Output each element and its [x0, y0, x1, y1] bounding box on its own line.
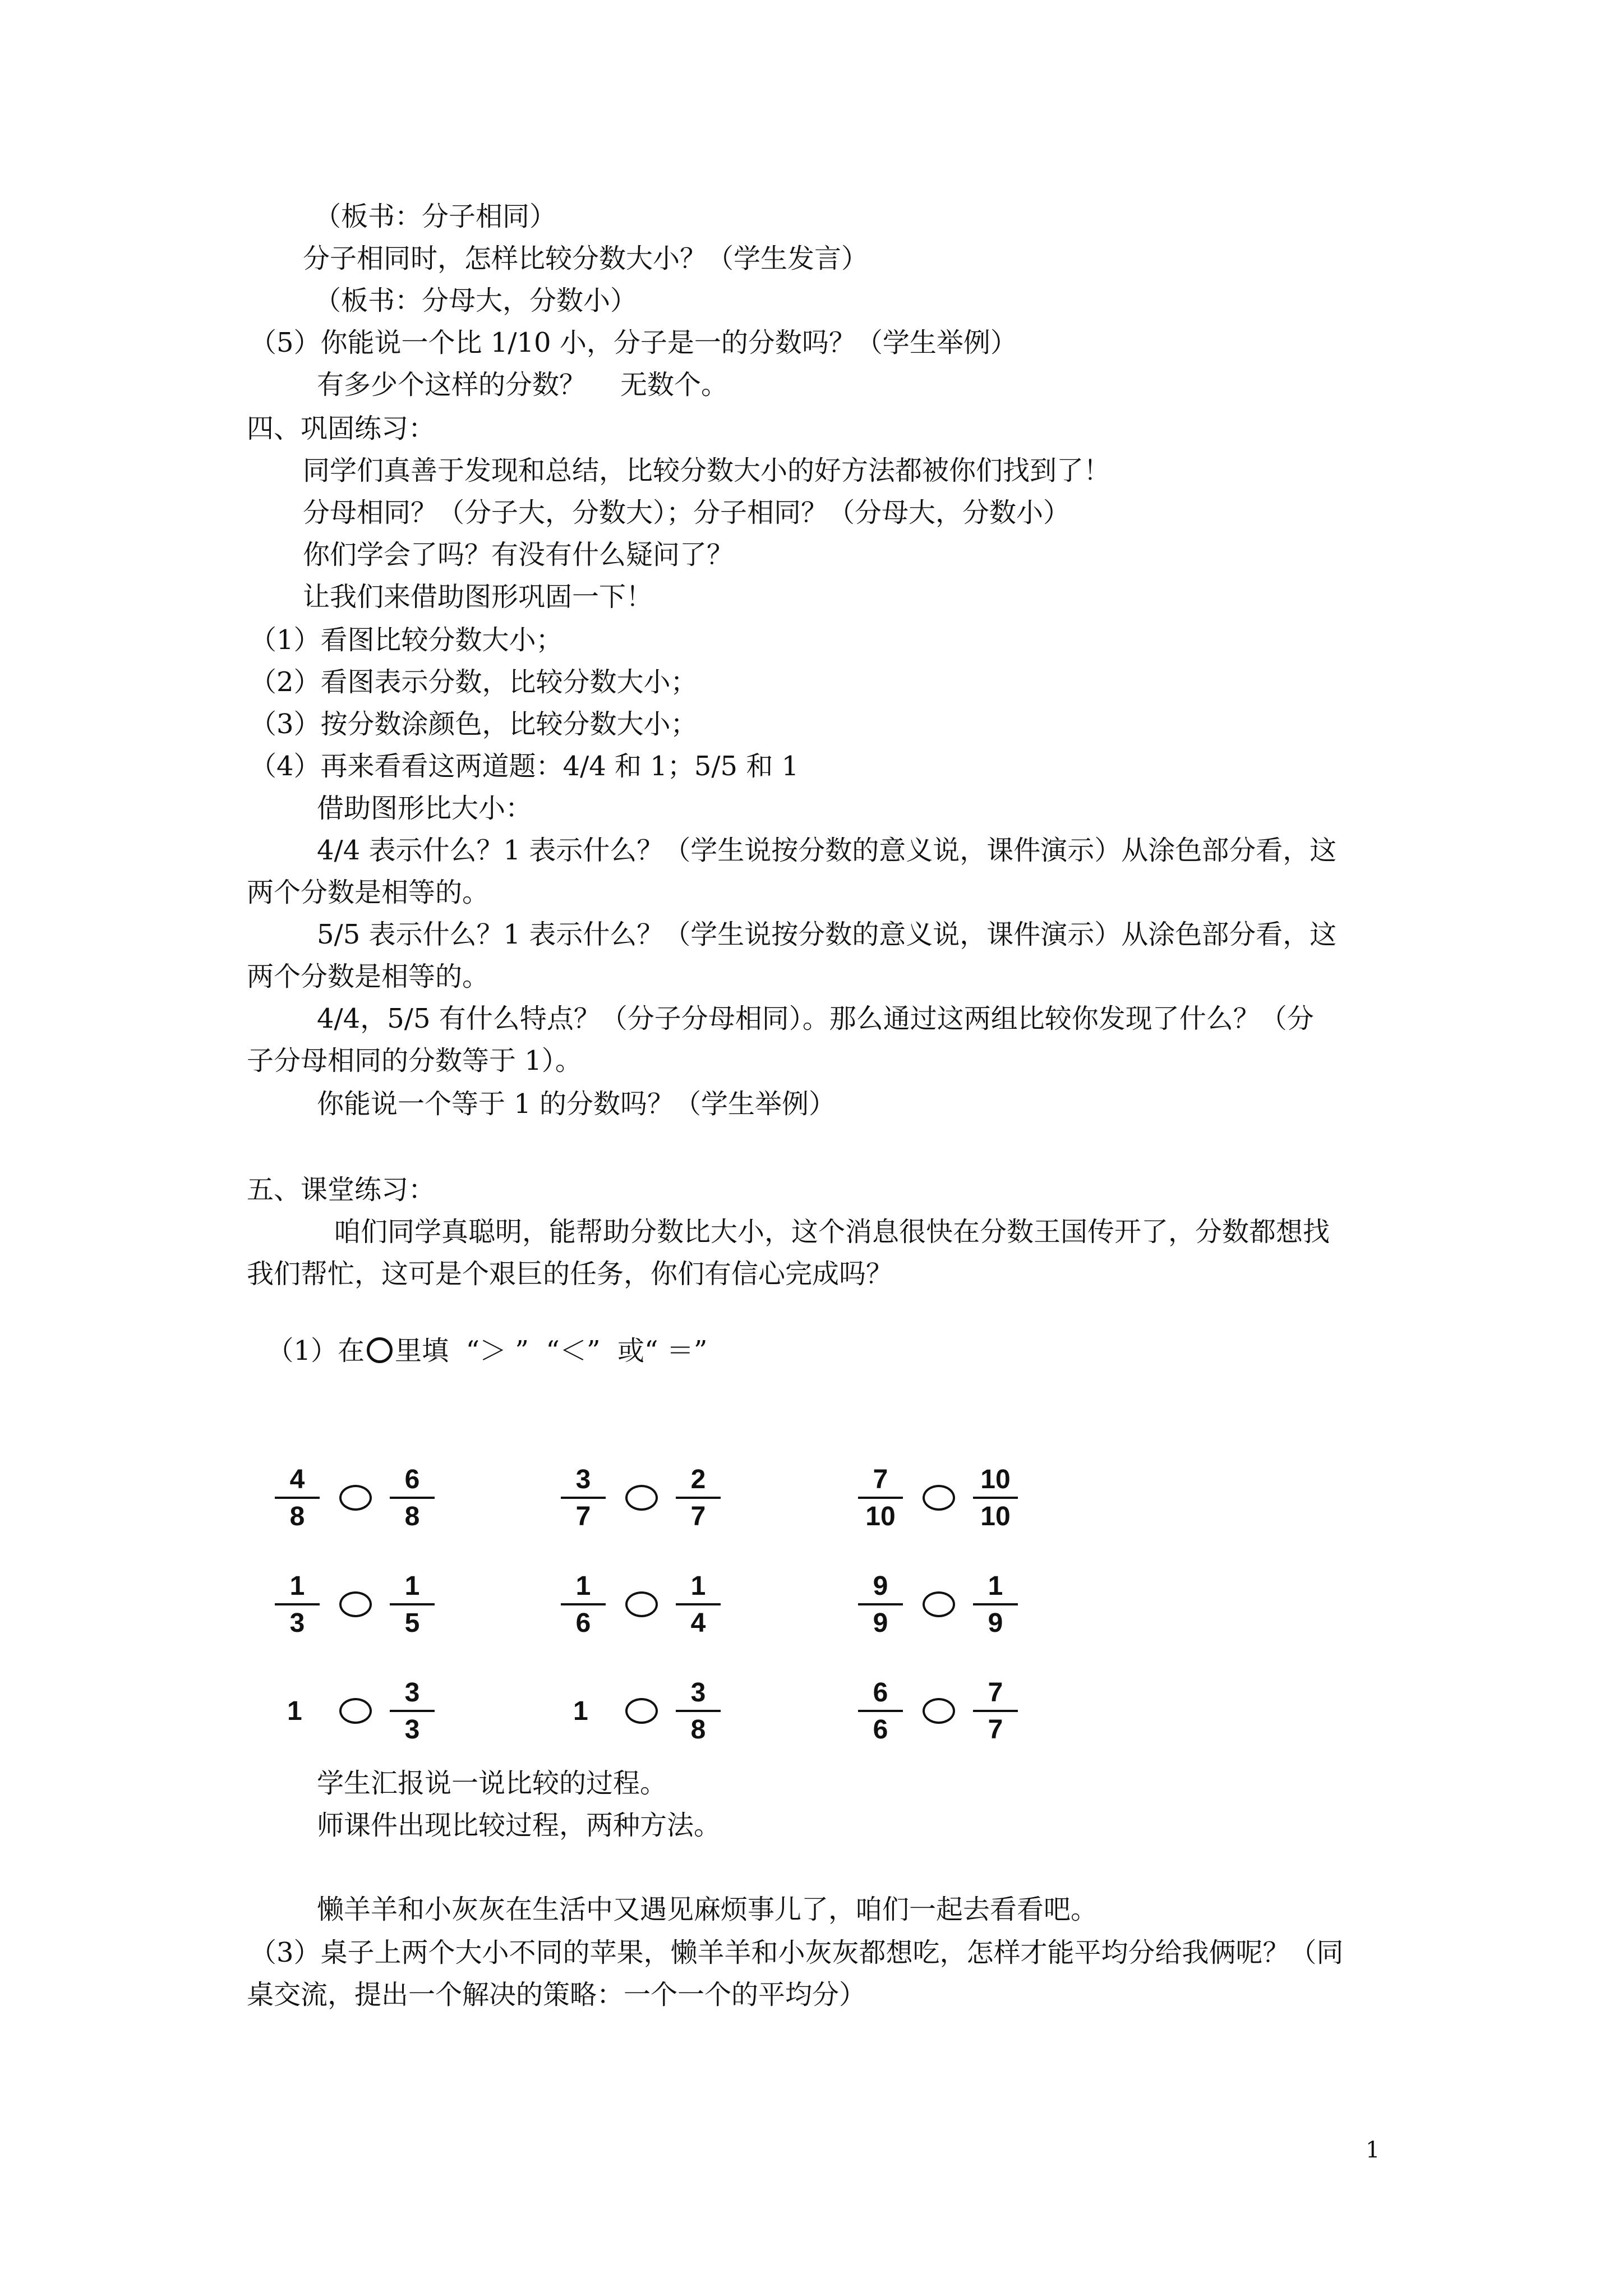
comparison-blank-circle[interactable]	[625, 1485, 658, 1511]
text-line: 4/4 表示什么？1 表示什么？（学生说按分数的意义说，课件演示）从涂色部分看，这	[317, 835, 1337, 866]
fraction-bar	[676, 1497, 721, 1499]
text-line: （5）你能说一个比 1/10 小，分子是一的分数吗？（学生举例）	[250, 327, 1017, 358]
text-line: 5/5 表示什么？1 表示什么？（学生说按分数的意义说，课件演示）从涂色部分看，这	[317, 919, 1337, 950]
fraction-bar	[390, 1497, 435, 1499]
text-line: （3）桌子上两个大小不同的苹果，懒羊羊和小灰灰都想吃，怎样才能平均分给我俩呢？（同	[250, 1937, 1344, 1968]
comparison-blank-circle[interactable]	[339, 1485, 372, 1511]
fraction-numerator: 7	[873, 1465, 888, 1494]
comparison-item	[858, 1571, 1060, 1649]
fraction-denominator: 10	[865, 1502, 896, 1531]
fraction-denominator: 8	[690, 1715, 706, 1745]
fraction	[676, 1677, 721, 1746]
comparison-item	[561, 1571, 763, 1649]
fraction-numerator: 10	[980, 1465, 1011, 1494]
text-line: 有多少个这样的分数？ 无数个。	[317, 369, 728, 401]
comparison-item	[275, 1677, 477, 1756]
comparison-blank-circle[interactable]	[339, 1591, 372, 1617]
fraction-denominator: 8	[289, 1502, 305, 1531]
fraction	[561, 1464, 606, 1533]
fraction-bar	[275, 1603, 320, 1605]
text-line: （板书：分子相同）	[314, 201, 557, 232]
comparison-item	[858, 1677, 1060, 1756]
fraction-denominator: 6	[873, 1715, 888, 1745]
fraction	[390, 1464, 435, 1533]
text-line: 咱们同学真聪明，能帮助分数比大小，这个消息很快在分数王国传开了，分数都想找	[334, 1216, 1330, 1248]
whole-number: 1	[573, 1696, 588, 1726]
text-line: 两个分数是相等的。	[247, 961, 490, 992]
circle-icon	[367, 1337, 393, 1363]
fraction-numerator: 1	[404, 1571, 420, 1601]
text-line: 分子相同时，怎样比较分数大小？（学生发言）	[303, 243, 869, 274]
comparison-item	[561, 1464, 763, 1543]
fraction-bar	[561, 1497, 606, 1499]
fraction-bar	[858, 1710, 903, 1712]
fraction-denominator: 9	[988, 1608, 1003, 1638]
fraction-numerator: 1	[690, 1571, 706, 1601]
text-line: 你能说一个等于 1 的分数吗？（学生举例）	[317, 1088, 836, 1120]
fraction-denominator: 7	[690, 1502, 706, 1531]
fraction-numerator: 1	[289, 1571, 305, 1601]
text-line: 子分母相同的分数等于 1）。	[247, 1045, 582, 1076]
text-line: 我们帮忙，这可是个艰巨的任务，你们有信心完成吗？	[247, 1258, 893, 1290]
fraction-numerator: 6	[873, 1678, 888, 1708]
fraction-numerator: 6	[404, 1465, 420, 1494]
text-line: （2）看图表示分数，比较分数大小；	[250, 666, 698, 698]
text-line: 桌交流，提出一个解决的策略：一个一个的平均分）	[247, 1979, 866, 2010]
fraction	[858, 1464, 903, 1533]
text-line: 4/4，5/5 有什么特点？（分子分母相同）。那么通过这两组比较你发现了什么？（分	[317, 1003, 1314, 1034]
fraction-numerator: 9	[873, 1571, 888, 1601]
fraction-bar	[676, 1710, 721, 1712]
fraction-bar	[390, 1603, 435, 1605]
fill-suffix: 里填 “＞ ” “＜” 或“ ＝”	[395, 1335, 708, 1366]
text-line: （3）按分数涂颜色，比较分数大小；	[250, 708, 698, 740]
fraction-bar	[275, 1497, 320, 1499]
comparison-blank-circle[interactable]	[923, 1591, 955, 1617]
fraction-numerator: 3	[575, 1465, 591, 1494]
comparison-blank-circle[interactable]	[625, 1698, 658, 1724]
fraction	[275, 1464, 320, 1533]
fraction-bar	[858, 1603, 903, 1605]
text-line: 你们学会了吗？有没有什么疑问了？	[303, 539, 734, 570]
comparison-item	[275, 1464, 477, 1543]
fraction-numerator: 1	[575, 1571, 591, 1601]
comparison-item	[561, 1677, 763, 1756]
comparison-item	[275, 1571, 477, 1649]
text-line: 让我们来借助图形巩固一下！	[303, 581, 653, 613]
text-line: 师课件出现比较过程，两种方法。	[317, 1810, 721, 1841]
fraction-denominator: 6	[575, 1608, 591, 1638]
comparison-blank-circle[interactable]	[923, 1698, 955, 1724]
text-line: 两个分数是相等的。	[247, 877, 490, 908]
fraction-numerator: 4	[289, 1465, 305, 1494]
fraction-bar	[973, 1603, 1018, 1605]
comparison-blank-circle[interactable]	[339, 1698, 372, 1724]
fraction-numerator: 7	[988, 1678, 1003, 1708]
fraction-denominator: 5	[404, 1608, 420, 1638]
fraction-bar	[973, 1710, 1018, 1712]
fraction	[275, 1571, 320, 1639]
fraction	[561, 1571, 606, 1639]
fraction-bar	[676, 1603, 721, 1605]
fraction-denominator: 3	[289, 1608, 305, 1638]
fraction	[858, 1571, 903, 1639]
text-line: 分母相同？（分子大，分数大）；分子相同？（分母大，分数小）	[303, 497, 1071, 528]
fraction-numerator: 3	[690, 1678, 706, 1708]
page-number: 1	[1366, 2137, 1380, 2163]
text-line: 懒羊羊和小灰灰在生活中又遇见麻烦事儿了，咱们一起去看看吧。	[317, 1894, 1098, 1925]
comparison-blank-circle[interactable]	[625, 1591, 658, 1617]
fraction-bar	[561, 1603, 606, 1605]
fraction	[973, 1464, 1018, 1533]
fill-prefix: （1）在	[266, 1335, 365, 1366]
fraction-denominator: 8	[404, 1502, 420, 1531]
fraction-denominator: 3	[404, 1715, 420, 1745]
fraction-denominator: 4	[690, 1608, 706, 1638]
fraction	[858, 1677, 903, 1746]
fraction-numerator: 3	[404, 1678, 420, 1708]
fraction-bar	[973, 1497, 1018, 1499]
text-line: 借助图形比大小：	[317, 793, 533, 824]
fraction	[390, 1677, 435, 1746]
text-line: 学生汇报说一说比较的过程。	[317, 1768, 667, 1799]
fraction	[390, 1571, 435, 1639]
text-line: 同学们真善于发现和总结，比较分数大小的好方法都被你们找到了！	[303, 455, 1111, 486]
fraction	[973, 1571, 1018, 1639]
fraction	[973, 1677, 1018, 1746]
fraction-denominator: 7	[988, 1715, 1003, 1745]
fraction-denominator: 7	[575, 1502, 591, 1531]
fraction-denominator: 10	[980, 1502, 1011, 1531]
fraction	[676, 1464, 721, 1533]
comparison-item	[858, 1464, 1060, 1543]
fill-instruction	[250, 1299, 707, 1368]
text-line: （板书：分母大，分数小）	[314, 285, 638, 316]
fraction-bar	[390, 1710, 435, 1712]
fraction-bar	[858, 1497, 903, 1499]
section-heading: 五、课堂练习：	[247, 1174, 436, 1205]
whole-number: 1	[287, 1696, 302, 1726]
section-heading: 四、巩固练习：	[247, 413, 436, 444]
text-line: （1）看图比较分数大小；	[250, 624, 563, 656]
fraction-denominator: 9	[873, 1608, 888, 1638]
comparison-blank-circle[interactable]	[923, 1485, 955, 1511]
fraction-numerator: 1	[988, 1571, 1003, 1601]
text-line: （4）再来看看这两道题：4/4 和 1；5/5 和 1	[250, 751, 799, 782]
fraction-numerator: 2	[690, 1465, 706, 1494]
fraction	[676, 1571, 721, 1639]
